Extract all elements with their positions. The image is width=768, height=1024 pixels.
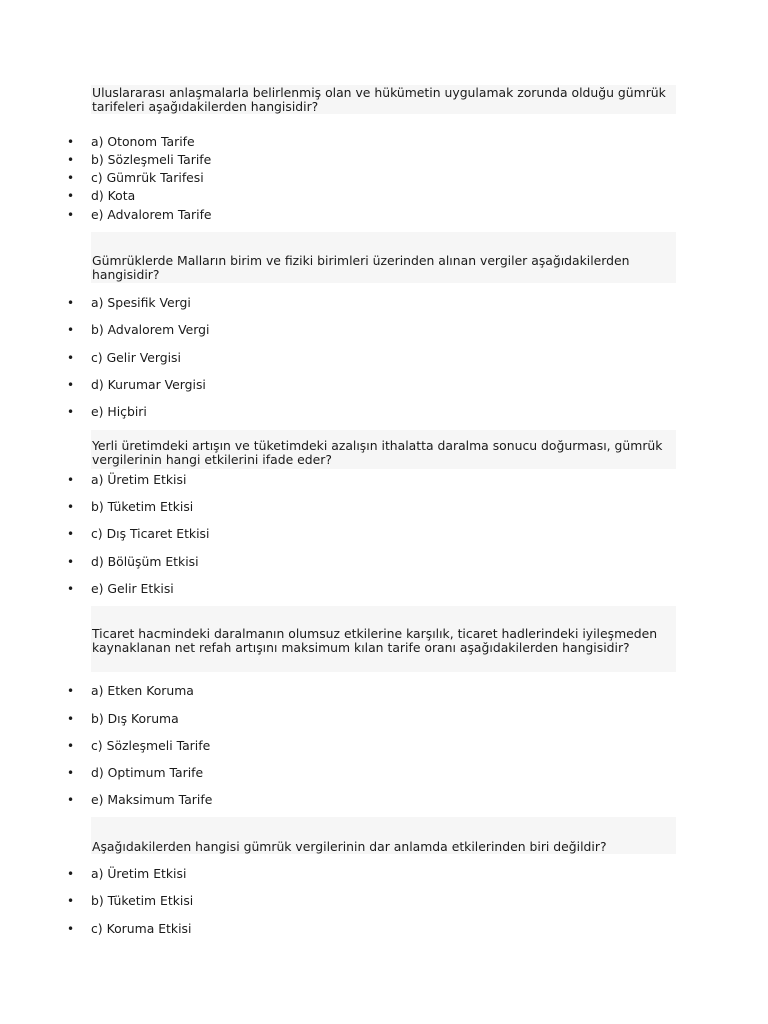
bullet-icon: •: [67, 684, 75, 698]
option-label: c) Dış Ticaret Etkisi: [91, 526, 210, 541]
option-label: c) Gümrük Tarifesi: [91, 170, 204, 185]
bullet-icon: •: [67, 500, 75, 514]
question-1-box: [91, 85, 676, 114]
question-5-box: [91, 817, 676, 854]
option-label: e) Hiçbiri: [91, 404, 147, 419]
option-label: b) Tüketim Etkisi: [91, 499, 194, 514]
bullet-icon: •: [67, 296, 75, 310]
bullet-icon: •: [67, 739, 75, 753]
bullet-icon: •: [67, 378, 75, 392]
option-label: d) Kurumar Vergisi: [91, 377, 206, 392]
bullet-icon: •: [67, 793, 75, 807]
option-label: d) Optimum Tarife: [91, 765, 204, 780]
option-label: a) Üretim Etkisi: [91, 866, 187, 881]
question-2-box: [91, 232, 676, 283]
question-3-box: [91, 430, 676, 469]
option-label: b) Dış Koruma: [91, 711, 179, 726]
option-label: a) Üretim Etkisi: [91, 472, 187, 487]
option-label: a) Etken Koruma: [91, 683, 194, 698]
option-label: e) Maksimum Tarife: [91, 792, 213, 807]
option-label: d) Kota: [91, 188, 136, 203]
bullet-icon: •: [67, 527, 75, 541]
question-4-box: [91, 606, 676, 672]
bullet-icon: •: [67, 922, 75, 936]
question-1-text: Uluslararası anlaşmalarla belirlenmiş olan ve hükümetin uygulamak zorunda olduğu gümrük tarifeleri aşağıdakilerden hangisidir?: [92, 85, 666, 114]
bullet-icon: •: [67, 555, 75, 569]
bullet-icon: •: [67, 405, 75, 419]
bullet-icon: •: [67, 189, 75, 203]
question-4-text: Ticaret hacmindeki daralmanın olumsuz etkilerine karşılık, ticaret hadlerindeki iyileşmeden kaynaklanan net refah artışını maksimum kılan tarife oranı aşağıdakilerden hangisidir?: [92, 626, 658, 655]
option-label: a) Otonom Tarife: [91, 134, 195, 149]
bullet-icon: •: [67, 171, 75, 185]
option-label: c) Sözleşmeli Tarife: [91, 738, 211, 753]
question-5-text: Aşağıdakilerden hangisi gümrük vergilerinin dar anlamda etkilerinden biri değildir?: [92, 839, 607, 854]
bullet-icon: •: [67, 766, 75, 780]
bullet-icon: •: [67, 867, 75, 881]
option-label: a) Spesifik Vergi: [91, 295, 191, 310]
bullet-icon: •: [67, 351, 75, 365]
bullet-icon: •: [67, 135, 75, 149]
option-label: b) Sözleşmeli Tarife: [91, 152, 212, 167]
option-label: e) Gelir Etkisi: [91, 581, 174, 596]
option-label: e) Advalorem Tarife: [91, 207, 212, 222]
bullet-icon: •: [67, 323, 75, 337]
question-2-text: Gümrüklerde Malların birim ve fiziki birimleri üzerinden alınan vergiler aşağıdakilerden hangisidir?: [92, 253, 630, 282]
question-3-text: Yerli üretimdeki artışın ve tüketimdeki azalışın ithalatta daralma sonucu doğurması, gümrük vergilerinin hangi etkilerini ifade eder?: [92, 438, 663, 467]
bullet-icon: •: [67, 153, 75, 167]
option-label: c) Koruma Etkisi: [91, 921, 192, 936]
option-label: d) Bölüşüm Etkisi: [91, 554, 199, 569]
option-label: b) Advalorem Vergi: [91, 322, 210, 337]
bullet-icon: •: [67, 582, 75, 596]
bullet-icon: •: [67, 712, 75, 726]
bullet-icon: •: [67, 208, 75, 222]
bullet-icon: •: [67, 894, 75, 908]
option-label: b) Tüketim Etkisi: [91, 893, 194, 908]
option-label: c) Gelir Vergisi: [91, 350, 181, 365]
bullet-icon: •: [67, 473, 75, 487]
